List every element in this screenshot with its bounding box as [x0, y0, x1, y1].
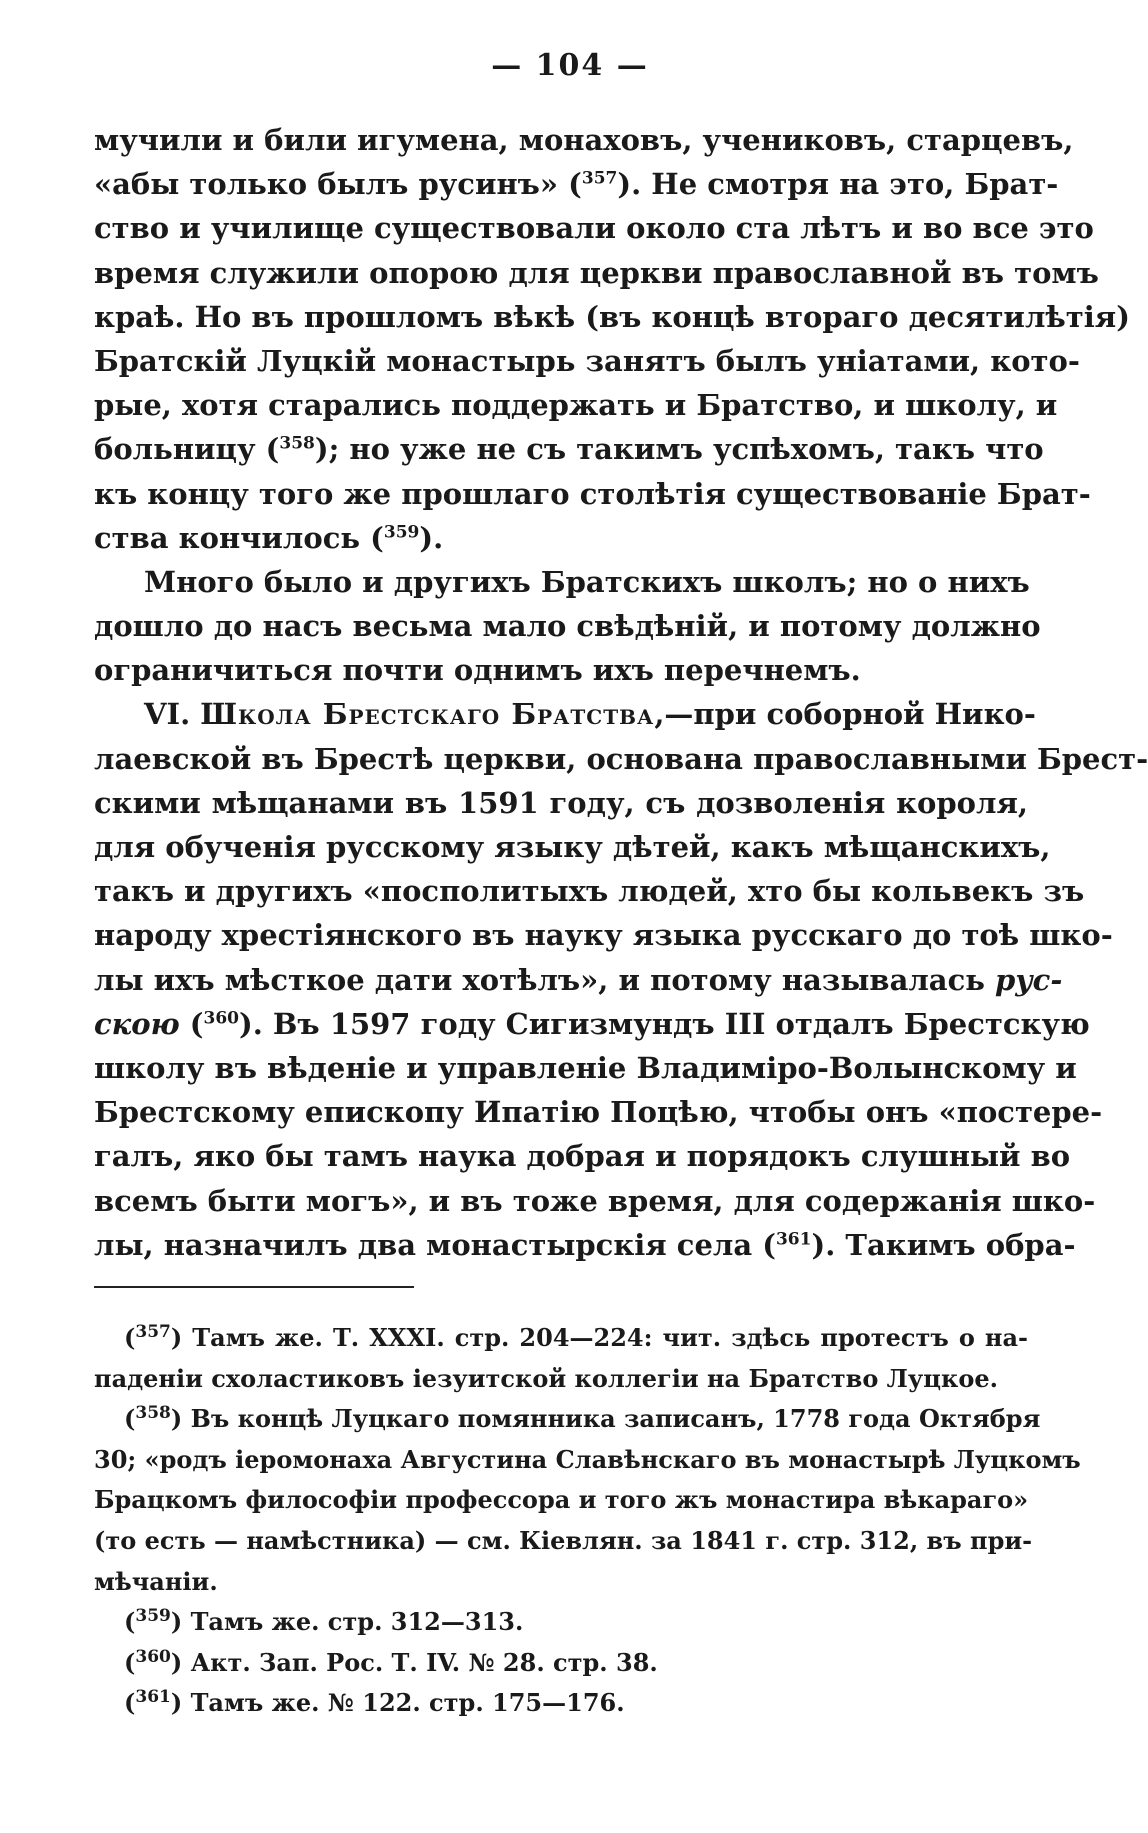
text-line	[94, 737, 1148, 781]
footnote-ref-359[interactable]: 359	[383, 522, 420, 543]
text-line	[94, 648, 1028, 692]
text-span: ,—при соборной Нико-	[654, 697, 1036, 732]
text-line	[94, 825, 1051, 869]
text-span: ). Такимъ обра-	[811, 1227, 1076, 1262]
text-line	[94, 339, 1080, 383]
footnote-ref-361[interactable]: 361	[775, 1229, 812, 1250]
text-line	[94, 295, 1130, 339]
text-line	[94, 1046, 1077, 1090]
text-line	[94, 162, 1059, 206]
text-span: (	[124, 1647, 136, 1677]
text-span: Брацкомъ философіи професcора и того жъ монастира вѣкараго»	[94, 1485, 1029, 1515]
text-span: Брестскому епископу Ипатію Поцѣю, чтобы онъ «постере-	[94, 1095, 1103, 1130]
text-span: паденіи схоластиковъ іезуитской коллегіи на Братство Луцкое.	[94, 1363, 998, 1393]
text-line	[94, 560, 1028, 604]
footnote-line	[94, 1359, 1028, 1400]
text-span: (	[124, 1404, 136, 1434]
italic-text: скою	[94, 1006, 180, 1041]
text-line	[94, 118, 1074, 162]
text-span: краѣ. Но въ прошломъ вѣкѣ (въ концѣ втораго десятилѣтія)	[94, 299, 1130, 334]
text-line	[94, 251, 1099, 295]
text-span: ство и училище существовали около ста лѣтъ и во все это	[94, 211, 1094, 246]
text-span: ства кончилось (	[94, 520, 384, 555]
footnote-359	[94, 1602, 1028, 1643]
footnote-ref-360[interactable]: 360	[203, 1008, 239, 1029]
text-line	[94, 1179, 1096, 1223]
text-span: 30; «родъ іеромонаха Августина Славѣнскаго въ монастырѣ Луцкомъ	[94, 1444, 1081, 1474]
text-span: «абы только былъ русинъ» (	[94, 167, 582, 202]
text-span: (	[124, 1688, 136, 1718]
text-span: (	[124, 1323, 136, 1352]
text-span: всемъ быти могъ», и въ тоже время, для содержанія шко-	[94, 1183, 1096, 1218]
text-line	[94, 472, 1091, 516]
text-span: для обученія русскому языку дѣтей, какъ мѣщанскихъ,	[94, 830, 1051, 864]
footnote-divider	[94, 1286, 414, 1288]
text-line	[94, 781, 1028, 825]
text-span: Много было и другихъ Братскихъ школъ; но о нихъ	[144, 564, 1030, 599]
footnote-line	[94, 1440, 1081, 1481]
text-line	[94, 206, 1094, 250]
text-span: больницу (	[94, 432, 280, 467]
footnote-line	[94, 1521, 1033, 1562]
text-span: лы, назначилъ два монастырскія села (	[94, 1227, 776, 1262]
text-span: скими мѣщанами въ 1591 году, съ дозволенія короля,	[94, 785, 1028, 820]
text-line	[94, 692, 1036, 736]
text-span: ) Тамъ же. стр. 312—313.	[170, 1607, 524, 1637]
footnote-marker: 361	[135, 1687, 171, 1708]
footnote-line	[94, 1480, 1028, 1521]
footnote-marker: 359	[135, 1606, 171, 1627]
text-line	[94, 1090, 1103, 1134]
footnote-360	[94, 1643, 1028, 1684]
text-span: Братскій Луцкій монастырь занятъ былъ уніатами, кото-	[94, 343, 1080, 378]
text-span: ограничиться почти однимъ ихъ перечнемъ.	[94, 653, 861, 688]
text-line	[94, 1002, 1090, 1046]
text-span: ) Тамъ же. № 122. стр. 175—176.	[170, 1688, 625, 1718]
text-span: лаевской въ Брестѣ церкви, основана православными Брест-	[94, 741, 1148, 776]
text-span: ). Не смотря на это, Брат-	[617, 167, 1059, 202]
text-span: рые, хотя старались поддержать и Братство, и школу, и	[94, 388, 1058, 423]
text-line	[94, 383, 1058, 427]
text-span: мучили и били игумена, монаховъ, учениковъ, старцевъ,	[94, 123, 1074, 157]
footnotes	[94, 1318, 1081, 1724]
footnote-line	[94, 1562, 1028, 1603]
main-text	[94, 118, 1148, 1267]
text-span: мѣчаніи.	[94, 1566, 218, 1596]
footnote-marker: 360	[135, 1646, 171, 1667]
text-span: народу хрестіянского въ науку языка русскаго до тоѣ шко-	[94, 918, 1113, 953]
text-span: къ концу того же прошлаго столѣтія существованіе Брат-	[94, 476, 1091, 511]
footnote-ref-357[interactable]: 357	[581, 168, 618, 189]
text-line	[94, 516, 1028, 560]
section-number: VI.	[144, 697, 201, 732]
text-line	[94, 913, 1113, 957]
text-span: ). Въ 1597 году Сигизмундъ III отдалъ Брестскую	[239, 1006, 1090, 1041]
text-line	[94, 958, 1063, 1002]
footnote-357	[94, 1318, 1028, 1359]
text-span: ) Въ концѣ Луцкаго помянника записанъ, 1778 года Октября	[170, 1404, 1041, 1434]
footnote-358	[94, 1399, 1041, 1440]
footnote-marker: 357	[135, 1322, 171, 1342]
page-number: — 104 —	[491, 48, 649, 83]
text-span: лы ихъ мѣсткое дати хотѣлъ», и потому называлась	[94, 962, 996, 997]
text-line	[94, 1223, 1076, 1267]
footnote-ref-358[interactable]: 358	[279, 433, 315, 454]
text-span: ) Акт. Зап. Рос. Т. IV. № 28. стр. 38.	[170, 1647, 658, 1677]
text-span: (	[179, 1006, 204, 1041]
footnote-361	[94, 1683, 1028, 1724]
italic-text: рус-	[995, 962, 1063, 997]
text-span: школу въ вѣденіе и управленіе Владиміро-Волынскому и	[94, 1050, 1077, 1085]
text-span: ).	[419, 520, 444, 555]
text-span: дошло до насъ весьма мало свѣдѣній, и потому должно	[94, 609, 1041, 644]
text-span: ); но уже не съ такимъ успѣхомъ, такъ что	[314, 432, 1044, 467]
text-span: галъ, яко бы тамъ наука добрая и порядокъ слушный во	[94, 1139, 1071, 1174]
section-heading: Школа Брестскаго Братства	[200, 697, 655, 732]
text-line	[94, 1134, 1071, 1178]
text-span: время служили опорою для церкви православной въ томъ	[94, 255, 1099, 290]
text-span: (то есть — намѣстника) — см. Кіевлян. за 1841 г. стр. 312, въ при-	[94, 1525, 1033, 1555]
footnote-marker: 358	[135, 1403, 171, 1424]
text-line	[94, 869, 1085, 913]
text-span: ) Тамъ же. Т. XXXI. стр. 204—224: чит. здѣсь протестъ о на-	[170, 1323, 1028, 1352]
text-line	[94, 427, 1044, 471]
text-span: такъ и другихъ «посполитыхъ людей, хто бы кольвекъ зъ	[94, 874, 1085, 909]
text-span: (	[124, 1607, 136, 1637]
text-line	[94, 604, 1041, 648]
